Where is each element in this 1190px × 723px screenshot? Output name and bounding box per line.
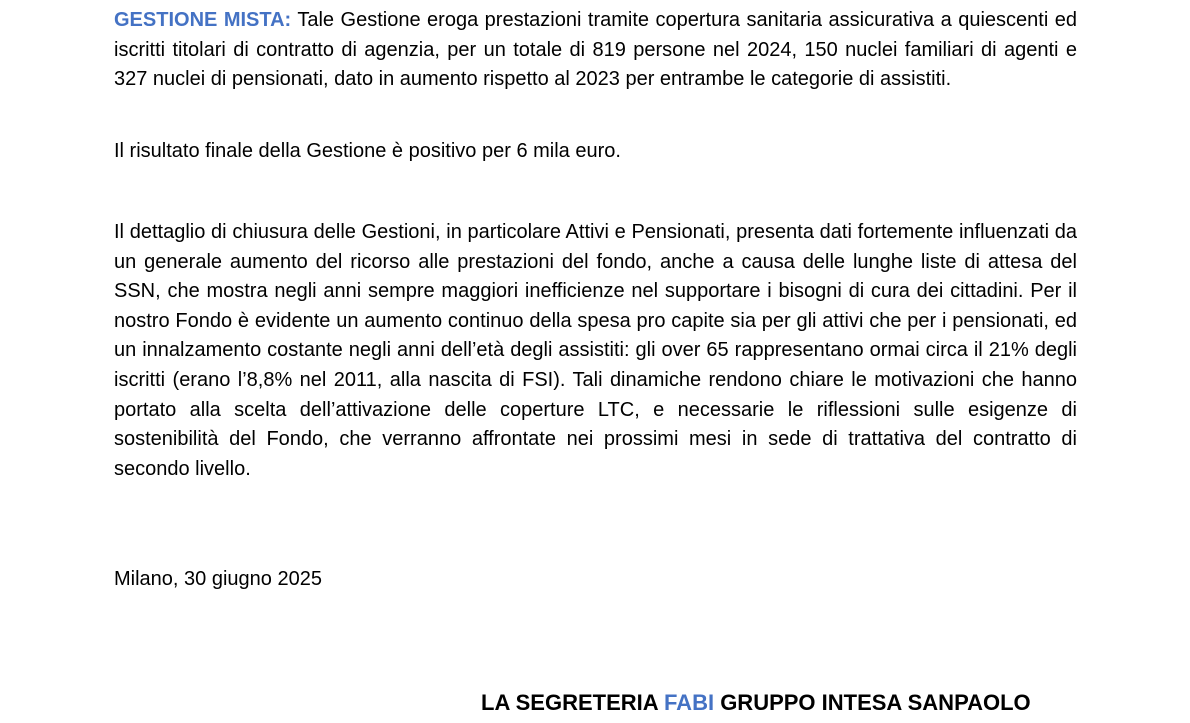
section-lead-label: GESTIONE MISTA: [114,9,292,31]
section-body-text: Tale Gestione eroga prestazioni tramite copertura sanitaria assicurativa a quiescenti ed iscritti titolari di contratto di agenzia, per un totale di 819 persone nel 2024, 150 nuclei familiari di agenti e 327 nuclei di pensionati, dato in aumento rispetto al 2023 per entrambe le categorie di assistiti. [114,9,1077,91]
signature-line [481,688,1031,718]
result-paragraph: Il risultato finale della Gestione è positivo per 6 mila euro. [114,140,621,162]
detail-paragraph: Il dettaglio di chiusura delle Gestioni, in particolare Attivi e Pensionati, presenta dati fortemente influenzati da un generale aumento del ricorso alle prestazioni del fondo, anche a causa delle lunghe liste di attesa del SSN, che mostra negli anni sempre maggiori inefficienze nel supportare i bisogni di cura dei cittadini. Per il nostro Fondo è evidente un aumento continuo della spesa pro capite sia per gli attivi che per i pensionati, ed un innalzamento costante negli anni dell’età degli assistiti: gli over 65 rappresentano ormai circa il 21% degli iscritti (erano l’8,8% nel 2011, alla nascita di FSI). Tali dinamiche rendono chiare le motivazioni che hanno portato alla scelta dell’attivazione delle coperture LTC, e necessarie le riflessioni sulle esigenze di sostenibilità del Fondo, che verranno affrontate nei prossimi mesi in sede di trattativa del contratto di secondo livello. [114,221,1077,480]
section-gestione-mista [114,6,1077,95]
signature-suffix: GRUPPO INTESA SANPAOLO [714,690,1031,715]
signature-accent: FABI [663,690,715,715]
signature-prefix: LA SEGRETERIA [481,690,664,715]
date-line: Milano, 30 giugno 2025 [114,568,322,590]
